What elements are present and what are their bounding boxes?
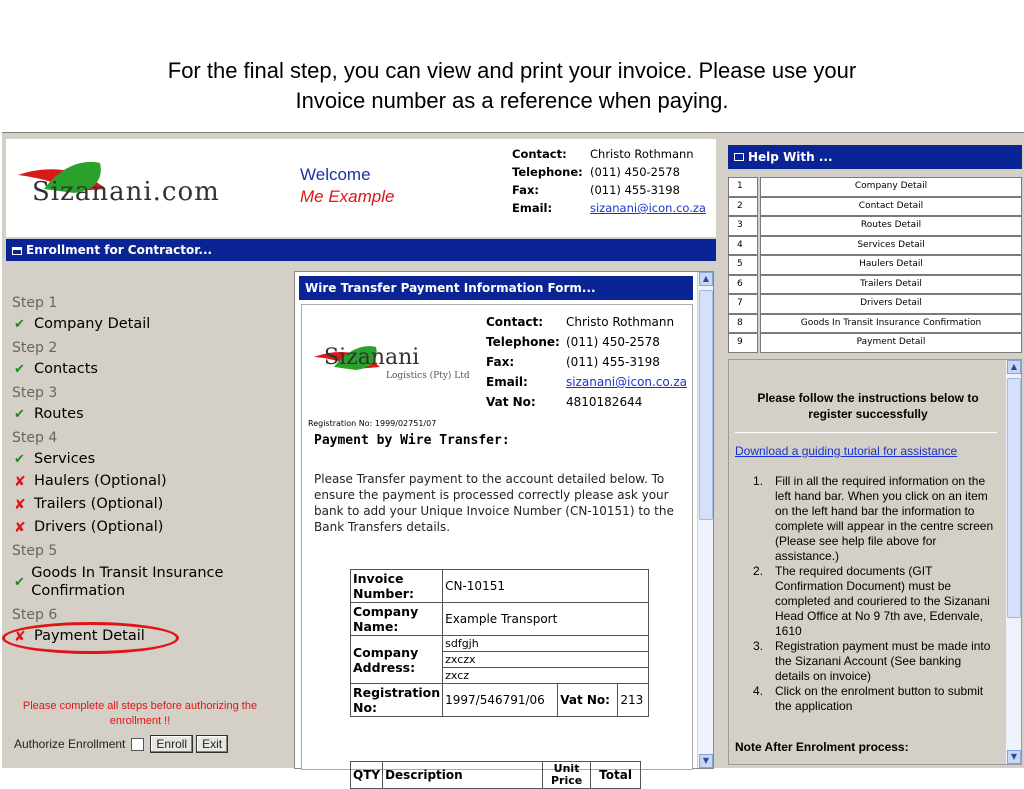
table-row	[351, 603, 649, 636]
item-text: Click on the enrolment button to submit the application	[775, 684, 984, 713]
instructions-heading: Please follow the instructions below to register successfully	[757, 391, 979, 421]
window-icon	[12, 247, 22, 255]
help-topics-list	[728, 177, 1022, 353]
step-label: Step 5	[12, 543, 58, 559]
registration-label: Registration No:	[351, 684, 443, 717]
enrollment-title-bar	[6, 239, 716, 261]
help-item-label[interactable]: Services Detail	[760, 236, 1022, 256]
welcome-text: Welcome	[300, 165, 371, 184]
table-row	[351, 570, 649, 603]
invoice-number-value: CN-10151	[443, 570, 649, 603]
logo-text: Sizanani.com	[32, 177, 220, 207]
check-icon: ✔	[14, 575, 25, 590]
address-line: zxczx	[443, 652, 649, 668]
qty-header: QTY	[351, 762, 383, 789]
step-item-trailers[interactable]	[14, 496, 163, 514]
item-number: 1.	[752, 474, 763, 488]
step-item-contacts[interactable]	[14, 361, 98, 379]
email-label: Email:	[486, 375, 528, 389]
registration-value: 1997/546791/06	[443, 684, 558, 717]
help-item-number: 4	[728, 236, 758, 256]
caption-line-1: For the final step, you can view and print your invoice. Please use your	[167, 58, 857, 83]
step-item-haulers[interactable]	[14, 473, 167, 491]
warning-message: Please complete all steps before authorizing the enrollment !!	[22, 700, 258, 727]
telephone-label: Telephone:	[512, 165, 583, 179]
enrolment-note: Note After Enrolment process:	[735, 740, 909, 754]
email-label: Email:	[512, 201, 553, 215]
scroll-thumb[interactable]	[1007, 378, 1021, 618]
divider	[735, 432, 997, 433]
step-item-label: Haulers (Optional)	[34, 473, 167, 489]
download-tutorial-link[interactable]: Download a guiding tutorial for assistance	[735, 444, 958, 458]
form-contact-block	[486, 315, 687, 415]
enrollment-title: Enrollment for Contractor...	[26, 243, 213, 257]
enrollment-steps-panel	[6, 265, 288, 765]
fax-value: (011) 455-3198	[590, 183, 680, 197]
caption-line-2: Invoice number as a reference when paying.	[295, 88, 729, 113]
help-title-bar	[728, 145, 1022, 169]
help-item-number: 1	[728, 177, 758, 197]
help-item-label[interactable]: Company Detail	[760, 177, 1022, 197]
list-item[interactable]	[728, 314, 1022, 334]
help-item-number: 5	[728, 255, 758, 275]
invoice-number-label: Invoice Number:	[351, 570, 443, 603]
cross-icon: ✘	[14, 629, 26, 645]
telephone-label: Telephone:	[486, 335, 560, 349]
app-window	[2, 132, 1024, 787]
fax-value: (011) 455-3198	[566, 355, 660, 369]
step-item-label: Services	[34, 451, 96, 467]
list-item	[749, 639, 999, 684]
list-item[interactable]	[728, 197, 1022, 217]
form-logo-subtitle: Logistics (Pty) Ltd	[386, 371, 470, 381]
invoice-vat-value: 213	[618, 684, 649, 717]
item-number: 2.	[752, 564, 763, 578]
list-item	[749, 684, 999, 714]
vat-label: Vat No:	[486, 395, 536, 409]
cross-icon: ✘	[14, 497, 26, 513]
help-item-label[interactable]: Contact Detail	[760, 197, 1022, 217]
line-items-header	[350, 761, 641, 789]
instructions-panel	[728, 359, 1022, 765]
payment-form	[301, 304, 693, 787]
company-name-value: Example Transport	[443, 603, 649, 636]
email-link[interactable]: sizanani@icon.co.za	[590, 201, 706, 215]
contact-label: Contact:	[512, 147, 567, 161]
help-item-number: 9	[728, 333, 758, 353]
instructions-list	[749, 474, 999, 714]
telephone-value: (011) 450-2578	[590, 165, 680, 179]
step-item-drivers[interactable]	[14, 519, 163, 537]
item-number: 4.	[752, 684, 763, 698]
authorize-checkbox[interactable]	[131, 738, 144, 751]
help-item-number: 3	[728, 216, 758, 236]
total-header: Total	[591, 762, 641, 789]
header-contact-block	[512, 147, 706, 219]
step-item-label: Goods In Transit Insurance Confirmation	[31, 565, 224, 599]
step-label: Step 2	[12, 340, 58, 356]
unit-price-header: Unit Price	[543, 762, 591, 789]
exit-button[interactable]: Exit	[196, 735, 228, 753]
list-item[interactable]	[728, 294, 1022, 314]
company-address-label: Company Address:	[351, 636, 443, 684]
window-icon	[734, 153, 744, 161]
help-item-label[interactable]: Haulers Detail	[760, 255, 1022, 275]
user-name: Me Example	[300, 187, 395, 206]
list-item[interactable]	[728, 236, 1022, 256]
fax-label: Fax:	[512, 183, 539, 197]
help-item-number: 8	[728, 314, 758, 334]
contact-value: Christo Rothmann	[566, 315, 675, 329]
contact-label: Contact:	[486, 315, 544, 329]
step-item-goods-in-transit[interactable]	[14, 564, 264, 600]
highlight-circle	[2, 622, 179, 654]
step-label: Step 6	[12, 607, 58, 623]
list-item[interactable]	[728, 275, 1022, 295]
cross-icon: ✘	[14, 520, 26, 536]
item-text: Registration payment must be made into the Sizanani Account (See banking details on invoice)	[775, 639, 991, 683]
item-text: The required documents (GIT Confirmation Document) must be completed and couriered to the Sizanani Head Office at No 9 7th ave, Edenvale, 1610	[775, 564, 990, 638]
check-icon: ✔	[14, 317, 25, 332]
step-item-label: Drivers (Optional)	[34, 519, 164, 535]
step-item-label: Payment Detail	[34, 628, 145, 644]
step-label: Step 1	[12, 295, 58, 311]
step-item-label: Routes	[34, 406, 84, 422]
site-header	[6, 139, 716, 237]
company-name-label: Company Name:	[351, 603, 443, 636]
form-scrollbar[interactable]	[697, 272, 713, 768]
invoice-vat-label: Vat No:	[558, 684, 618, 717]
table-row	[351, 636, 649, 652]
help-item-label[interactable]: Payment Detail	[760, 333, 1022, 353]
item-text: Fill in all the required information on the left hand bar. When you click on an item on the left hand bar the information to complete will appear in the centre screen (Please see help file above for assistance.)	[775, 474, 994, 563]
step-item-routes[interactable]	[14, 406, 84, 424]
check-icon: ✔	[14, 407, 25, 422]
slide-caption	[0, 56, 1024, 116]
list-item[interactable]	[728, 216, 1022, 236]
enroll-button[interactable]: Enroll	[150, 735, 193, 753]
description-header: Description	[383, 762, 543, 789]
step-item-label: Contacts	[34, 361, 98, 377]
payment-heading: Payment by Wire Transfer:	[314, 433, 510, 448]
address-line: zxcz	[443, 668, 649, 684]
scroll-thumb[interactable]	[699, 290, 713, 520]
step-item-services[interactable]	[14, 451, 95, 469]
help-item-number: 6	[728, 275, 758, 295]
cross-icon: ✘	[14, 474, 26, 490]
address-line: sdfgjh	[443, 636, 649, 652]
list-item[interactable]	[728, 255, 1022, 275]
scroll-down-icon[interactable]: ▼	[699, 754, 713, 768]
item-number: 3.	[752, 639, 763, 653]
list-item[interactable]	[728, 177, 1022, 197]
list-item	[749, 474, 999, 564]
email-link[interactable]: sizanani@icon.co.za	[566, 375, 688, 389]
registration-number: Registration No: 1999/02751/07	[308, 419, 437, 428]
check-icon: ✔	[14, 452, 25, 467]
instructions-scrollbar[interactable]	[1005, 360, 1021, 764]
payment-form-frame	[294, 271, 714, 787]
invoice-table	[350, 569, 649, 717]
list-item	[749, 564, 999, 639]
table-row	[351, 762, 641, 789]
vat-value: 4810182644	[566, 395, 643, 409]
authorize-row	[14, 735, 231, 753]
help-item-number: 2	[728, 197, 758, 217]
form-title: Wire Transfer Payment Information Form...	[299, 276, 693, 300]
step-item-company-detail[interactable]	[14, 316, 150, 334]
form-logo-text: Sizanani	[324, 345, 420, 370]
scroll-up-icon[interactable]: ▲	[1007, 360, 1021, 374]
step-item-label: Trailers (Optional)	[34, 496, 164, 512]
help-item-label[interactable]: Goods In Transit Insurance Confirmation	[760, 314, 1022, 334]
fax-label: Fax:	[486, 355, 515, 369]
step-item-label: Company Detail	[34, 316, 151, 332]
step-label: Step 3	[12, 385, 58, 401]
help-title: Help With ...	[748, 150, 833, 164]
scroll-up-icon[interactable]: ▲	[699, 272, 713, 286]
step-label: Step 4	[12, 430, 58, 446]
table-row	[351, 684, 649, 717]
scroll-down-icon[interactable]: ▼	[1007, 750, 1021, 764]
help-item-number: 7	[728, 294, 758, 314]
telephone-value: (011) 450-2578	[566, 335, 660, 349]
help-item-label[interactable]: Drivers Detail	[760, 294, 1022, 314]
help-item-label[interactable]: Routes Detail	[760, 216, 1022, 236]
authorize-label: Authorize Enrollment	[14, 737, 126, 751]
list-item[interactable]	[728, 333, 1022, 353]
payment-instructions: Please Transfer payment to the account detailed below. To ensure the payment is processed correctly please ask your bank to add your Unique Invoice Number (CN-10151) to the Bank Transfers details.	[314, 472, 674, 534]
help-item-label[interactable]: Trailers Detail	[760, 275, 1022, 295]
check-icon: ✔	[14, 362, 25, 377]
contact-value: Christo Rothmann	[590, 147, 694, 161]
